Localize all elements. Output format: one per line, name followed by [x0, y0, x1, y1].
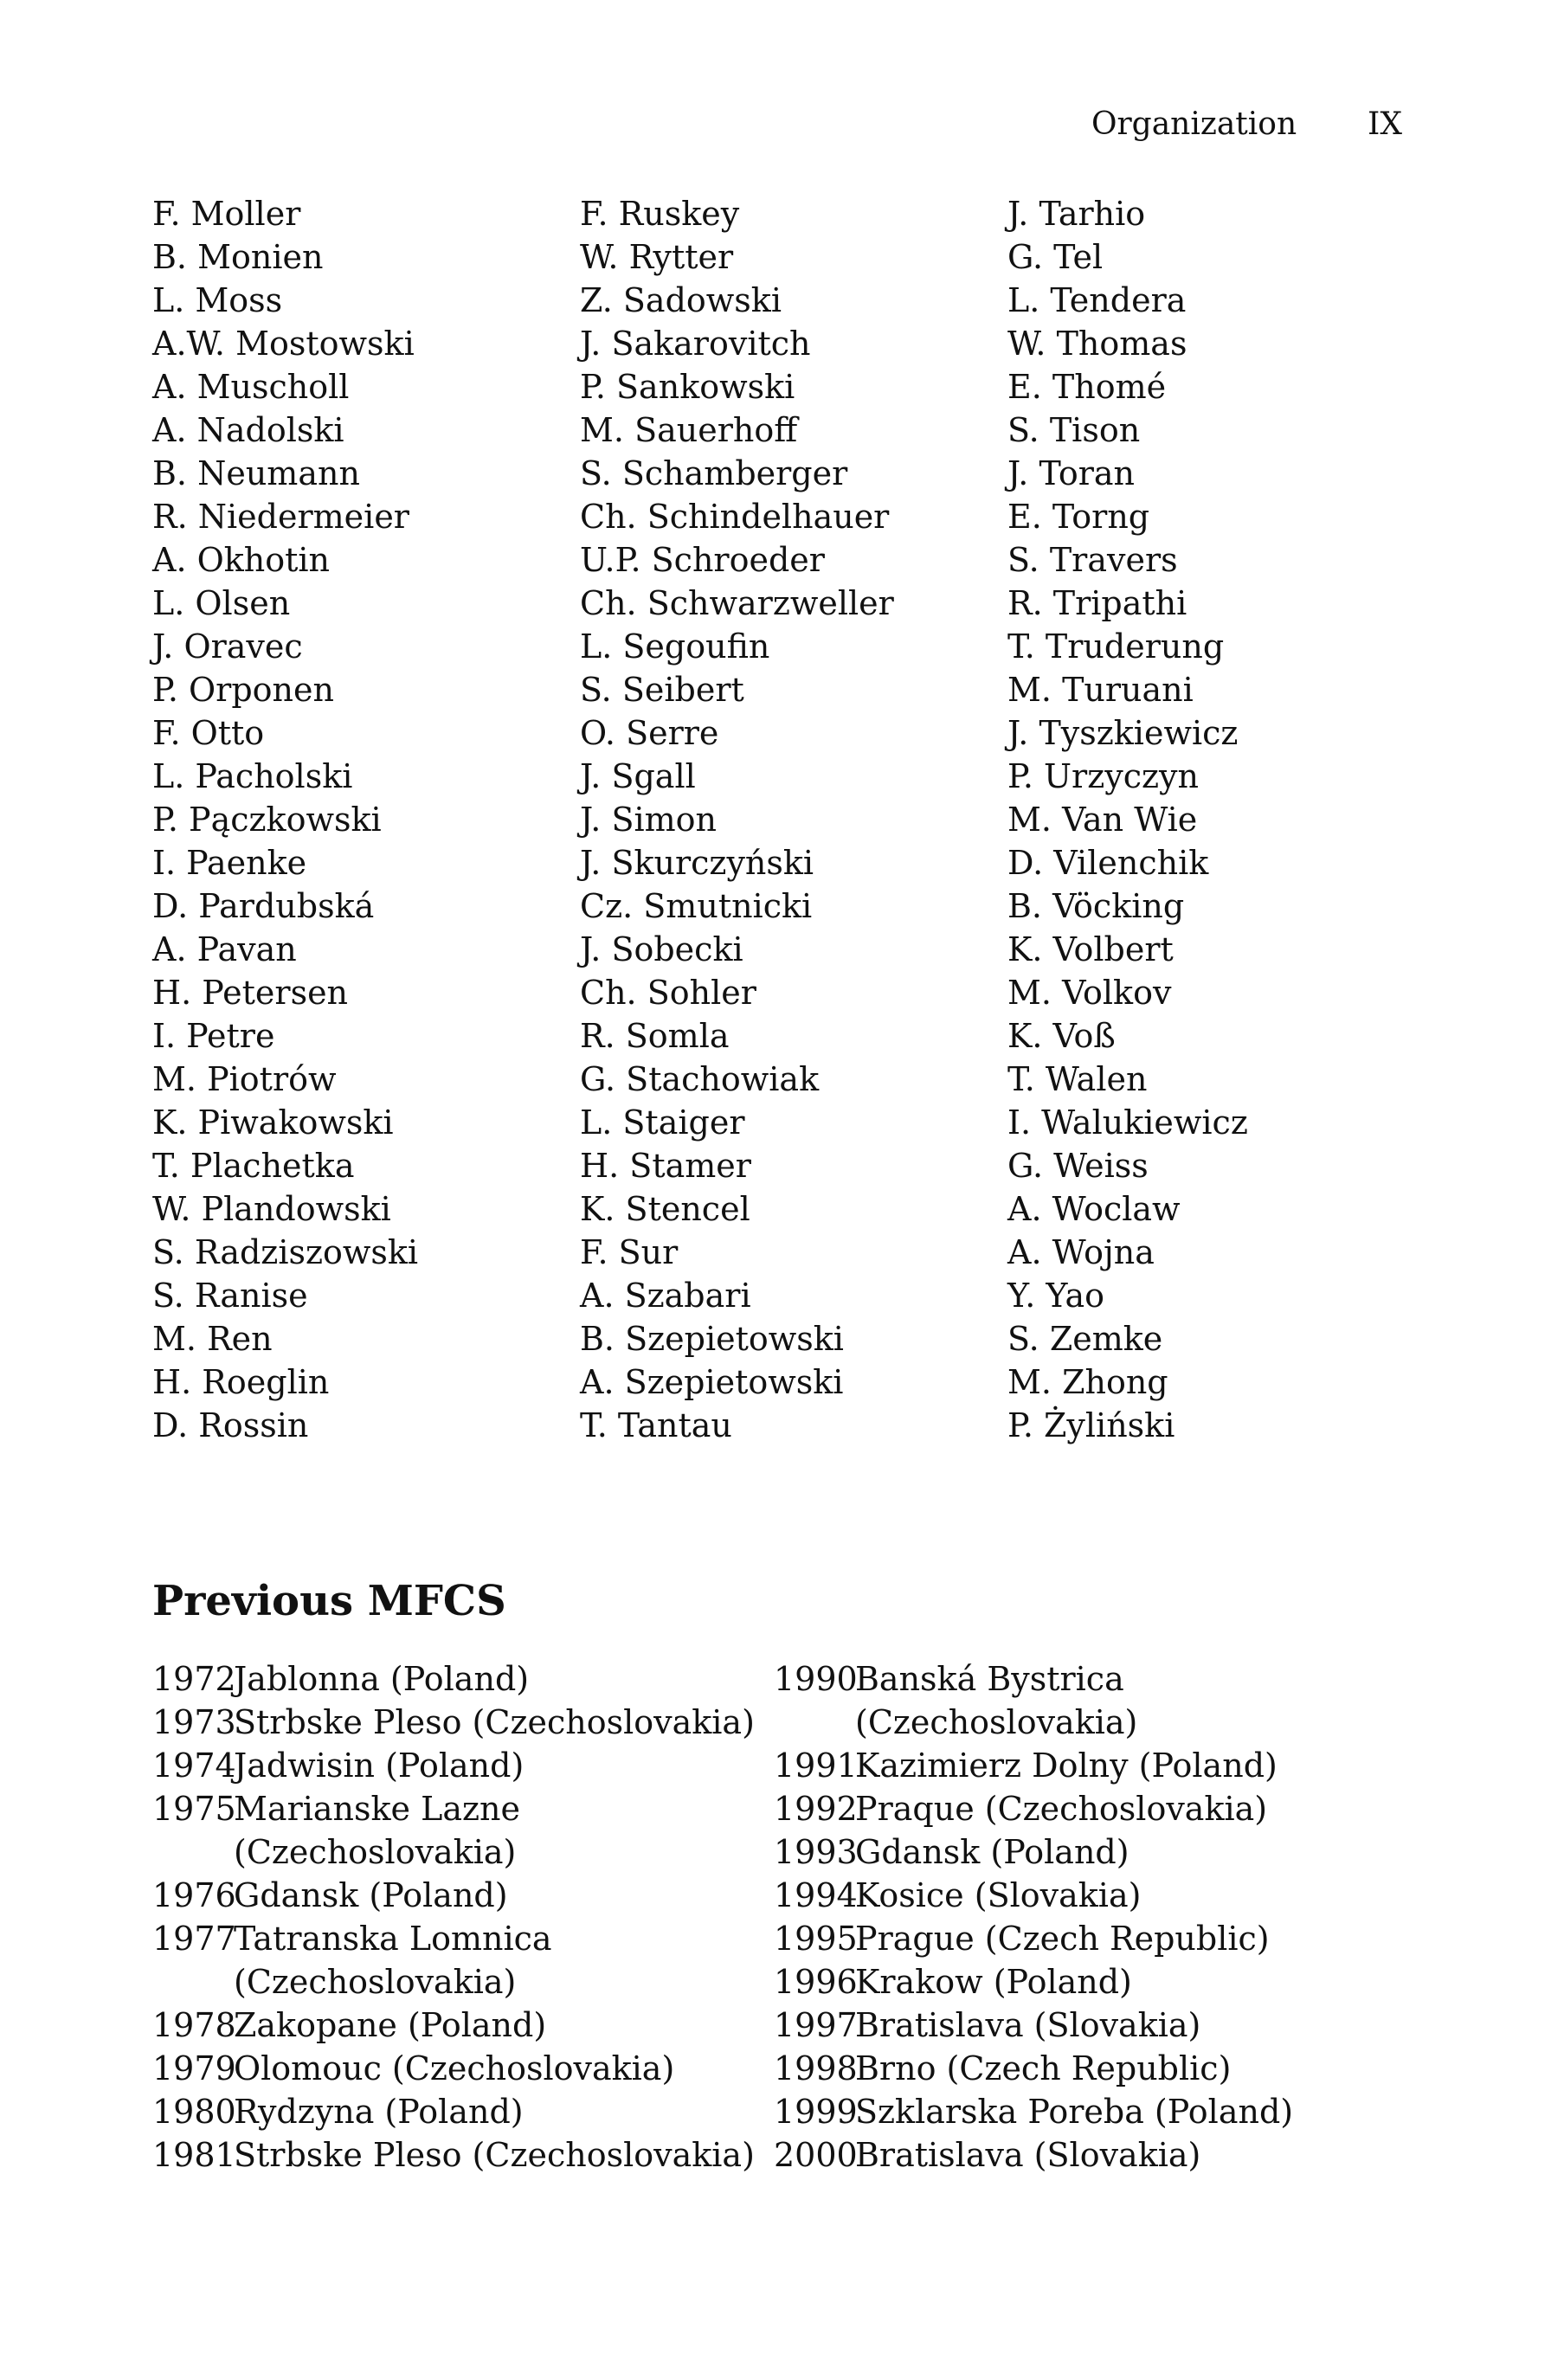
reviewer-name: T. Tantau — [580, 1406, 732, 1444]
conference-year: 1978 — [152, 2006, 236, 2044]
conference-year: 1997 — [774, 2006, 858, 2044]
reviewer-column-3 — [1007, 192, 1310, 1447]
reviewer-name: M. Turuani — [1007, 671, 1194, 709]
reviewer-name: H. Roeglin — [152, 1363, 330, 1401]
conference-year: 1996 — [774, 1963, 858, 2001]
conference-entry — [774, 1960, 1310, 2004]
reviewer-name: S. Ranise — [152, 1277, 308, 1315]
conference-entry — [152, 1657, 774, 1701]
reviewer-name: P. Żyliński — [1007, 1406, 1175, 1444]
reviewer-name: F. Moller — [152, 195, 301, 233]
conference-year: 1991 — [774, 1746, 858, 1785]
reviewer-name: D. Vilenchik — [1007, 844, 1209, 882]
conference-year: 1999 — [774, 2093, 858, 2131]
reviewer-name: H. Petersen — [152, 974, 349, 1012]
reviewer-name: E. Thomé — [1007, 368, 1167, 406]
conference-location: Brno (Czech Republic) — [855, 2049, 1232, 2087]
reviewer-name: S. Zemke — [1007, 1320, 1163, 1358]
conference-entry — [152, 1701, 774, 1744]
conference-entry — [774, 1874, 1310, 1917]
reviewer-name: D. Rossin — [152, 1406, 309, 1444]
reviewer-name: L. Olsen — [152, 584, 291, 622]
reviewer-name: F. Otto — [152, 714, 265, 752]
conference-location: Tatranska Lomnica — [234, 1920, 552, 1958]
reviewer-name: J. Simon — [580, 801, 718, 839]
reviewer-name: G. Weiss — [1007, 1147, 1149, 1185]
conference-location: (Czechoslovakia) — [234, 1833, 517, 1871]
reviewer-name: P. Urzyczyn — [1007, 757, 1199, 795]
reviewer-name: J. Sobecki — [580, 930, 743, 968]
reviewer-name: S. Seibert — [580, 671, 744, 709]
reviewer-name: L. Staiger — [580, 1103, 745, 1142]
conference-location: Marianske Lazne — [234, 1790, 520, 1828]
reviewer-name: M. Piotrów — [152, 1060, 337, 1098]
conference-entry — [152, 1874, 774, 1917]
conference-year: 1975 — [152, 1790, 236, 1828]
conference-location: Krakow (Poland) — [855, 1963, 1132, 2001]
conference-entry — [152, 1787, 774, 1830]
conference-entry — [152, 1917, 774, 1960]
conference-year: 1992 — [774, 1790, 858, 1828]
reviewer-name: G. Stachowiak — [580, 1060, 820, 1098]
reviewer-name: O. Serre — [580, 714, 719, 752]
conference-entry — [152, 2133, 774, 2177]
conference-year: 1972 — [152, 1660, 236, 1698]
page-number: IX — [1368, 106, 1402, 142]
conference-location: (Czechoslovakia) — [234, 1963, 517, 2001]
reviewer-name: U.P. Schroeder — [580, 541, 825, 579]
conference-year: 1995 — [774, 1920, 858, 1958]
reviewer-name: M. Van Wie — [1007, 801, 1198, 839]
reviewer-name: M. Zhong — [1007, 1363, 1168, 1401]
reviewer-name: S. Travers — [1007, 541, 1178, 579]
reviewer-name: M. Sauerhoff — [580, 411, 798, 449]
conference-year: 1993 — [774, 1833, 858, 1871]
reviewer-name: R. Somla — [580, 1017, 730, 1055]
conference-entry — [152, 1744, 774, 1787]
conference-year: 2000 — [774, 2136, 858, 2174]
reviewer-name: T. Truderung — [1007, 627, 1225, 666]
reviewer-name: A. Woclaw — [1007, 1190, 1181, 1228]
conference-year: 1994 — [774, 1876, 858, 1914]
reviewer-column-2 — [580, 192, 1007, 1447]
reviewer-name: B. Szepietowski — [580, 1320, 844, 1358]
reviewer-name: J. Toran — [1007, 454, 1136, 492]
reviewer-name: S. Tison — [1007, 411, 1141, 449]
conference-location: Strbske Pleso (Czechoslovakia) — [234, 2136, 755, 2174]
conference-entry — [774, 1830, 1310, 1874]
reviewer-name: P. Sankowski — [580, 368, 795, 406]
conference-entry — [152, 2004, 774, 2047]
conference-entry — [774, 2047, 1310, 2090]
reviewer-name: A. Szepietowski — [580, 1363, 844, 1401]
reviewer-column-1 — [152, 192, 580, 1447]
mfcs-column-1 — [152, 1657, 774, 2177]
reviewer-name: S. Radziszowski — [152, 1233, 419, 1271]
reviewer-name: Z. Sadowski — [580, 281, 782, 319]
reviewer-name: P. Pączkowski — [152, 801, 382, 839]
conference-location: Jadwisin (Poland) — [234, 1746, 525, 1785]
reviewer-name: Ch. Schwarzweller — [580, 584, 894, 622]
conference-year: 1981 — [152, 2136, 236, 2174]
reviewer-name: W. Thomas — [1007, 325, 1187, 363]
reviewer-name: T. Walen — [1007, 1060, 1148, 1098]
reviewer-name: R. Tripathi — [1007, 584, 1187, 622]
reviewer-name: A. Muscholl — [152, 368, 350, 406]
reviewer-name: G. Tel — [1007, 238, 1104, 276]
conference-year — [152, 1960, 234, 2004]
conference-entry — [774, 2090, 1310, 2133]
reviewer-name: I. Paenke — [152, 844, 307, 882]
conference-location: Strbske Pleso (Czechoslovakia) — [234, 1703, 755, 1741]
conference-location: Bratislava (Slovakia) — [855, 2006, 1201, 2044]
reviewer-name: J. Skurczyński — [580, 844, 814, 882]
reviewer-name: Cz. Smutnicki — [580, 887, 813, 925]
reviewer-name: A. Okhotin — [152, 541, 331, 579]
conference-year: 1990 — [774, 1660, 858, 1698]
conference-location: Jablonna (Poland) — [234, 1660, 530, 1698]
previous-mfcs-list — [152, 1657, 1310, 2177]
conference-location: Olomouc (Czechoslovakia) — [234, 2049, 675, 2087]
conference-location: Szklarska Poreba (Poland) — [855, 2093, 1294, 2131]
reviewer-name: A.W. Mostowski — [152, 325, 415, 363]
conference-location: (Czechoslovakia) — [855, 1703, 1138, 1741]
conference-year: 1980 — [152, 2093, 236, 2131]
conference-year: 1979 — [152, 2049, 236, 2087]
running-head — [1091, 102, 1402, 147]
reviewer-name: M. Ren — [152, 1320, 273, 1358]
reviewer-name: W. Plandowski — [152, 1190, 391, 1228]
conference-entry — [774, 1701, 1310, 1744]
reviewer-name: Ch. Sohler — [580, 974, 756, 1012]
conference-location: Bratislava (Slovakia) — [855, 2136, 1201, 2174]
conference-entry — [774, 1744, 1310, 1787]
section-heading-previous-mfcs: Previous MFCS — [152, 1577, 506, 1625]
reviewer-name: K. Piwakowski — [152, 1103, 394, 1142]
reviewer-list — [152, 192, 1310, 1447]
reviewer-name: Ch. Schindelhauer — [580, 498, 890, 536]
reviewer-name: F. Sur — [580, 1233, 679, 1271]
reviewer-name: L. Moss — [152, 281, 283, 319]
reviewer-name: E. Torng — [1007, 498, 1150, 536]
conference-entry — [152, 1830, 774, 1874]
conference-entry — [774, 1917, 1310, 1960]
reviewer-name: J. Sakarovitch — [580, 325, 811, 363]
reviewer-name: W. Rytter — [580, 238, 734, 276]
reviewer-name: B. Neumann — [152, 454, 360, 492]
reviewer-name: D. Pardubská — [152, 887, 375, 925]
reviewer-name: S. Schamberger — [580, 454, 848, 492]
conference-entry — [774, 1787, 1310, 1830]
reviewer-name: J. Tarhio — [1007, 195, 1146, 233]
conference-location: Praque (Czechoslovakia) — [855, 1790, 1268, 1828]
running-head-section: Organization — [1091, 106, 1297, 142]
conference-year: 1974 — [152, 1746, 236, 1785]
conference-entry — [774, 2004, 1310, 2047]
reviewer-name: A. Nadolski — [152, 411, 344, 449]
conference-year: 1977 — [152, 1920, 236, 1958]
conference-year — [774, 1701, 855, 1744]
reviewer-name: F. Ruskey — [580, 195, 740, 233]
conference-location: Gdansk (Poland) — [855, 1833, 1129, 1871]
reviewer-name: I. Walukiewicz — [1007, 1103, 1248, 1142]
conference-year: 1973 — [152, 1703, 236, 1741]
reviewer-name: J. Oravec — [152, 627, 303, 666]
conference-entry — [152, 1960, 774, 2004]
conference-year: 1998 — [774, 2049, 858, 2087]
reviewer-name: J. Tyszkiewicz — [1007, 714, 1239, 752]
reviewer-name: T. Plachetka — [152, 1147, 355, 1185]
conference-location: Rydzyna (Poland) — [234, 2093, 524, 2131]
reviewer-name: L. Pacholski — [152, 757, 353, 795]
conference-entry — [774, 1657, 1310, 1701]
conference-location: Banská Bystrica — [855, 1660, 1124, 1698]
reviewer-name: H. Stamer — [580, 1147, 751, 1185]
reviewer-name: I. Petre — [152, 1017, 275, 1055]
reviewer-name: M. Volkov — [1007, 974, 1172, 1012]
conference-location: Gdansk (Poland) — [234, 1876, 508, 1914]
reviewer-name: B. Vöcking — [1007, 887, 1185, 925]
reviewer-name: B. Monien — [152, 238, 324, 276]
reviewer-name: A. Szabari — [580, 1277, 751, 1315]
reviewer-name: K. Voß — [1007, 1017, 1116, 1055]
conference-location: Zakopane (Poland) — [234, 2006, 547, 2044]
mfcs-column-2 — [774, 1657, 1310, 2177]
reviewer-name: P. Orponen — [152, 671, 334, 709]
conference-entry — [152, 2047, 774, 2090]
reviewer-name: A. Pavan — [152, 930, 297, 968]
reviewer-name: Y. Yao — [1007, 1277, 1105, 1315]
reviewer-name: R. Niedermeier — [152, 498, 409, 536]
conference-location: Kazimierz Dolny (Poland) — [855, 1746, 1277, 1785]
conference-location: Prague (Czech Republic) — [855, 1920, 1270, 1958]
conference-entry — [774, 2133, 1310, 2177]
reviewer-name: A. Wojna — [1007, 1233, 1155, 1271]
conference-year: 1976 — [152, 1876, 236, 1914]
conference-entry — [152, 2090, 774, 2133]
reviewer-name: L. Tendera — [1007, 281, 1187, 319]
reviewer-name: K. Volbert — [1007, 930, 1174, 968]
reviewer-name: K. Stencel — [580, 1190, 750, 1228]
conference-location: Kosice (Slovakia) — [855, 1876, 1142, 1914]
conference-year — [152, 1830, 234, 1874]
reviewer-name: J. Sgall — [580, 757, 696, 795]
reviewer-name: L. Segoufin — [580, 627, 770, 666]
